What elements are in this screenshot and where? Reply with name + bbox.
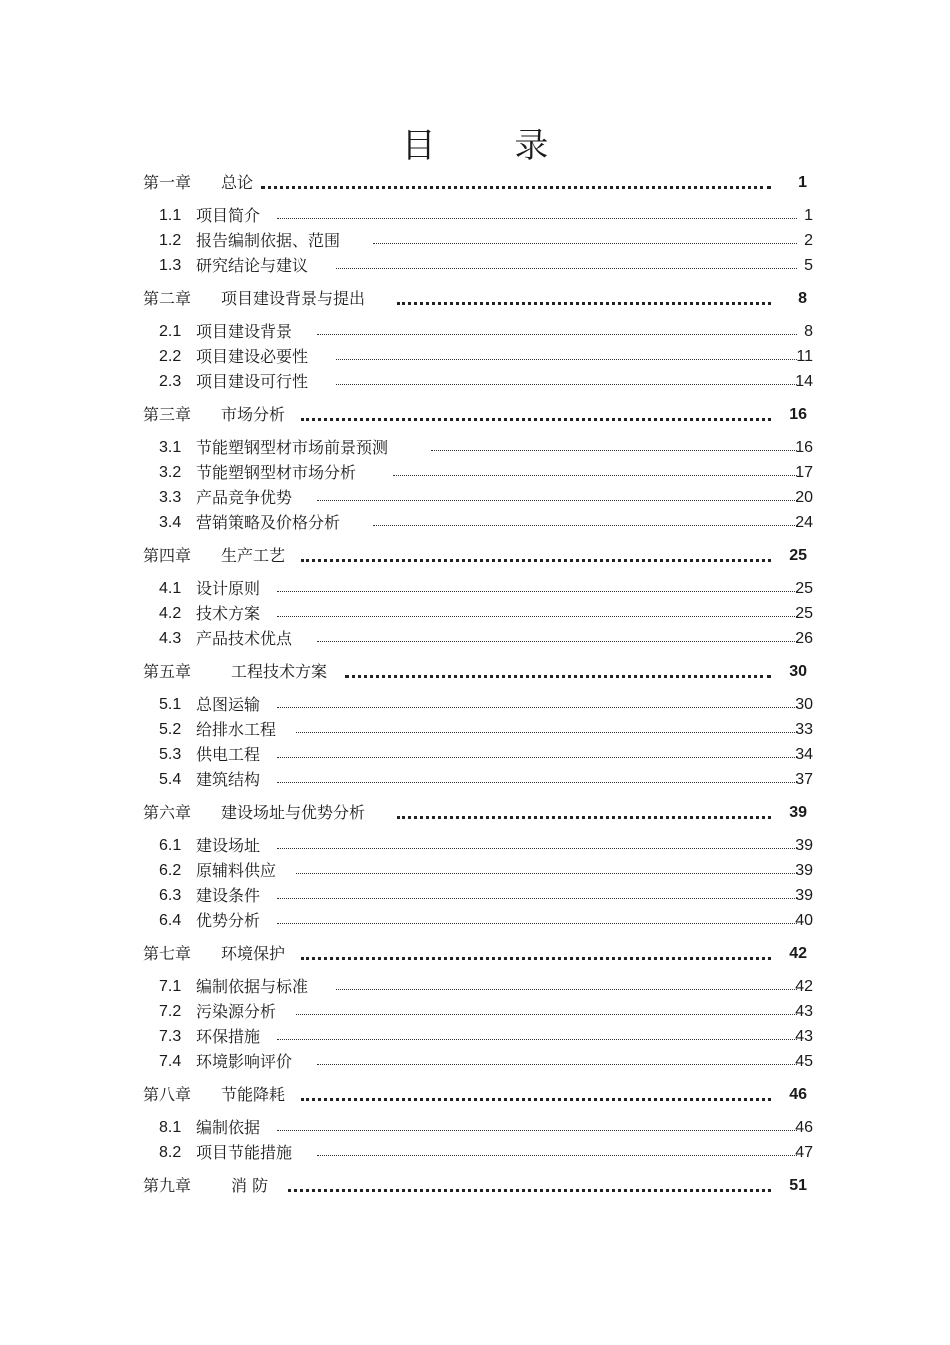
section-number: 5.3 [159,746,182,763]
section-number: 6.2 [159,862,182,879]
section-page-number: 42 [795,978,813,995]
section-title: 报告编制依据、范围 [196,231,341,250]
dot-leader [261,186,771,189]
section-title: 项目建设可行性 [196,372,309,391]
dot-leader [345,675,771,678]
section-page-number: 43 [795,1028,813,1045]
toc-section-entry[interactable] [143,974,815,999]
dot-leader [277,782,797,783]
toc-section-entry[interactable] [143,717,815,742]
section-page-number: 40 [795,912,813,929]
dot-leader [301,957,771,960]
section-title: 总图运输 [196,695,261,714]
dot-leader [277,1039,797,1040]
section-number: 7.1 [159,978,182,995]
section-title: 项目建设必要性 [196,347,309,366]
section-number: 8.1 [159,1119,182,1136]
toc-section-entry[interactable] [143,228,815,253]
toc-section-entry[interactable] [143,601,815,626]
toc-chapter-entry[interactable] [143,543,815,569]
section-number: 8.2 [159,1144,182,1161]
chapter-number: 第六章 [143,803,192,822]
section-title: 设计原则 [196,579,261,598]
chapter-number: 第五章 [143,662,192,681]
dot-leader [277,898,797,899]
chapter-page-number: 39 [789,804,807,821]
dot-leader [317,641,797,642]
toc-section-entry[interactable] [143,999,815,1024]
chapter-page-number: 51 [789,1177,807,1194]
toc-chapter-entry[interactable] [143,402,815,428]
toc-section-entry[interactable] [143,253,815,278]
chapter-number: 第四章 [143,546,192,565]
section-title: 研究结论与建议 [196,256,309,275]
section-page-number: 25 [795,605,813,622]
toc-chapter-entry[interactable] [143,1173,815,1199]
section-title: 节能塑钢型材市场分析 [196,463,357,482]
toc-section-entry[interactable] [143,510,815,535]
section-page-number: 8 [804,323,813,340]
section-title: 优势分析 [196,911,261,930]
toc-chapter-entry[interactable] [143,170,815,196]
section-number: 3.4 [159,514,182,531]
toc-section-entry[interactable] [143,908,815,933]
section-number: 3.3 [159,489,182,506]
section-number: 4.1 [159,580,182,597]
section-title: 产品技术优点 [196,629,293,648]
section-number: 6.3 [159,887,182,904]
section-title: 产品竞争优势 [196,488,293,507]
section-title: 建设场址 [196,836,261,855]
toc-chapter-entry[interactable] [143,659,815,685]
toc-section-entry[interactable] [143,1049,815,1074]
toc-section-entry[interactable] [143,319,815,344]
chapter-page-number: 1 [798,174,807,191]
dot-leader [301,418,771,421]
section-page-number: 45 [795,1053,813,1070]
toc-section-entry[interactable] [143,767,815,792]
section-title: 环保措施 [196,1027,261,1046]
section-title: 供电工程 [196,745,261,764]
chapter-page-number: 25 [789,547,807,564]
toc-chapter-entry[interactable] [143,800,815,826]
chapter-title: 项目建设背景与提出 [221,289,366,308]
chapter-title: 消 防 [231,1176,269,1195]
section-number: 7.3 [159,1028,182,1045]
toc-section-entry[interactable] [143,344,815,369]
toc-section-entry[interactable] [143,576,815,601]
dot-leader [431,450,797,451]
dot-leader [317,1064,797,1065]
section-number: 1.1 [159,207,182,224]
toc-section-entry[interactable] [143,460,815,485]
chapter-title: 工程技术方案 [231,662,328,681]
section-title: 建筑结构 [196,770,261,789]
section-page-number: 30 [795,696,813,713]
section-title: 项目简介 [196,206,261,225]
chapter-page-number: 42 [789,945,807,962]
section-page-number: 2 [804,232,813,249]
section-number: 4.2 [159,605,182,622]
chapter-title: 环境保护 [221,944,286,963]
chapter-number: 第八章 [143,1085,192,1104]
section-number: 5.2 [159,721,182,738]
toc-title: 目 录 [401,126,583,166]
toc-section-entry[interactable] [143,369,815,394]
dot-leader [277,707,797,708]
toc-section-entry[interactable] [143,1140,815,1165]
section-title: 项目节能措施 [196,1143,293,1162]
dot-leader [317,500,797,501]
chapter-page-number: 16 [789,406,807,423]
dot-leader [277,616,797,617]
toc-section-entry[interactable] [143,692,815,717]
section-number: 1.2 [159,232,182,249]
dot-leader [373,243,797,244]
dot-leader [277,591,797,592]
dot-leader [397,302,771,305]
toc-section-entry[interactable] [143,203,815,228]
dot-leader [301,1098,771,1101]
section-number: 5.4 [159,771,182,788]
chapter-page-number: 46 [789,1086,807,1103]
dot-leader [317,1155,797,1156]
section-page-number: 17 [795,464,813,481]
section-title: 营销策略及价格分析 [196,513,341,532]
chapter-title: 建设场址与优势分析 [221,803,366,822]
section-page-number: 39 [795,862,813,879]
section-number: 2.3 [159,373,182,390]
toc-chapter-entry[interactable] [143,1082,815,1108]
chapter-title: 生产工艺 [221,546,286,565]
section-title: 污染源分析 [196,1002,277,1021]
dot-leader [397,816,771,819]
section-number: 5.1 [159,696,182,713]
dot-leader [336,384,797,385]
section-number: 4.3 [159,630,182,647]
section-number: 6.4 [159,912,182,929]
dot-leader [296,1014,797,1015]
dot-leader [336,989,797,990]
toc-section-entry[interactable] [143,435,815,460]
section-page-number: 34 [795,746,813,763]
toc-section-entry[interactable] [143,1024,815,1049]
dot-leader [277,757,797,758]
section-page-number: 33 [795,721,813,738]
section-number: 6.1 [159,837,182,854]
section-page-number: 1 [804,207,813,224]
section-title: 编制依据 [196,1118,261,1137]
section-page-number: 26 [795,630,813,647]
section-title: 原辅料供应 [196,861,277,880]
dot-leader [336,268,797,269]
section-page-number: 39 [795,887,813,904]
section-page-number: 16 [795,439,813,456]
section-page-number: 20 [795,489,813,506]
dot-leader [288,1189,771,1192]
section-page-number: 25 [795,580,813,597]
chapter-title: 节能降耗 [221,1085,286,1104]
section-page-number: 46 [795,1119,813,1136]
dot-leader [296,873,797,874]
section-number: 3.1 [159,439,182,456]
section-number: 2.1 [159,323,182,340]
dot-leader [277,848,797,849]
section-page-number: 37 [795,771,813,788]
toc-section-entry[interactable] [143,626,815,651]
toc-section-entry[interactable] [143,833,815,858]
section-number: 1.3 [159,257,182,274]
chapter-number: 第二章 [143,289,192,308]
section-title: 环境影响评价 [196,1052,293,1071]
toc-section-entry[interactable] [143,858,815,883]
dot-leader [336,359,797,360]
chapter-page-number: 30 [789,663,807,680]
toc-section-entry[interactable] [143,883,815,908]
chapter-number: 第一章 [143,173,192,192]
section-title: 项目建设背景 [196,322,293,341]
chapter-title: 市场分析 [221,405,286,424]
section-number: 7.2 [159,1003,182,1020]
chapter-number: 第九章 [143,1176,192,1195]
section-title: 编制依据与标准 [196,977,309,996]
toc-section-entry[interactable] [143,1115,815,1140]
section-number: 3.2 [159,464,182,481]
chapter-number: 第七章 [143,944,192,963]
chapter-number: 第三章 [143,405,192,424]
dot-leader [301,559,771,562]
toc-section-entry[interactable] [143,485,815,510]
toc-chapter-entry[interactable] [143,286,815,312]
toc-section-entry[interactable] [143,742,815,767]
section-page-number: 11 [796,348,813,365]
section-page-number: 24 [795,514,813,531]
section-title: 给排水工程 [196,720,277,739]
chapter-title: 总论 [221,173,254,192]
section-title: 节能塑钢型材市场前景预测 [196,438,389,457]
dot-leader [277,1130,797,1131]
dot-leader [277,218,797,219]
dot-leader [393,475,797,476]
section-title: 建设条件 [196,886,261,905]
dot-leader [317,334,797,335]
section-title: 技术方案 [196,604,261,623]
section-number: 2.2 [159,348,182,365]
section-page-number: 47 [795,1144,813,1161]
section-page-number: 43 [795,1003,813,1020]
dot-leader [277,923,797,924]
dot-leader [296,732,797,733]
table-of-contents [143,170,815,1206]
section-page-number: 5 [804,257,813,274]
toc-chapter-entry[interactable] [143,941,815,967]
chapter-page-number: 8 [798,290,807,307]
section-page-number: 39 [795,837,813,854]
section-number: 7.4 [159,1053,182,1070]
dot-leader [373,525,797,526]
section-page-number: 14 [795,373,813,390]
